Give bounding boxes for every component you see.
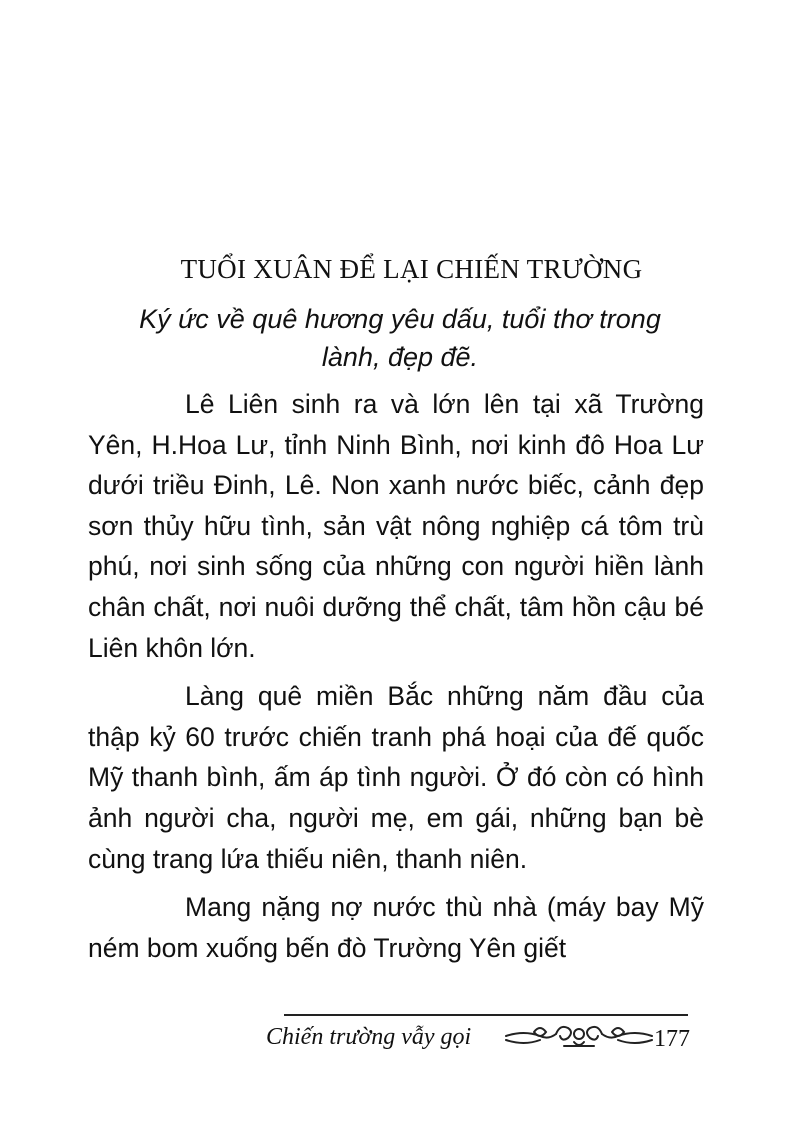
paragraph-3: Mang nặng nợ nước thù nhà (máy bay Mỹ ném bom xuống bến đò Trường Yên giết xyxy=(88,892,704,963)
paragraph-2: Làng quê miền Bắc những năm đầu của thập kỷ 60 trước chiến tranh phá hoại của đế quốc Mỹ thanh bình, ấm áp tình người. Ở đó còn có hình ảnh người cha, người mẹ, em gái, những bạn bè cùng trang lứa thiếu niên, thanh niên. xyxy=(88,681,704,874)
chapter-subtitle: Ký ức về quê hương yêu dấu, tuổi thơ trong lành, đẹp đẽ. xyxy=(139,304,661,372)
page-number: 177 xyxy=(654,1026,690,1052)
paragraph-1: Lê Liên sinh ra và lớn lên tại xã Trường Yên, H.Hoa Lư, tỉnh Ninh Bình, nơi kinh đô Hoa Lư dưới triều Đinh, Lê. Non xanh nước biếc, cảnh đẹp sơn thủy hữu tình, sản vật nông nghiệp cá tôm trù phú, nơi sinh sống của những con người hiền lành chân chất, nơi nuôi dưỡng thể chất, tâm hồn cậu bé Liên khôn lớn. xyxy=(88,389,704,663)
scroll-ornament-icon xyxy=(504,1020,654,1052)
footer-rule xyxy=(284,1014,688,1016)
page-footer xyxy=(266,1008,688,1068)
footer-book-title: Chiến trường vẫy gọi xyxy=(266,1024,472,1050)
chapter-title: TUỔI XUÂN ĐỂ LẠI CHIẾN TRƯỜNG xyxy=(180,254,643,284)
body-text xyxy=(88,384,704,976)
